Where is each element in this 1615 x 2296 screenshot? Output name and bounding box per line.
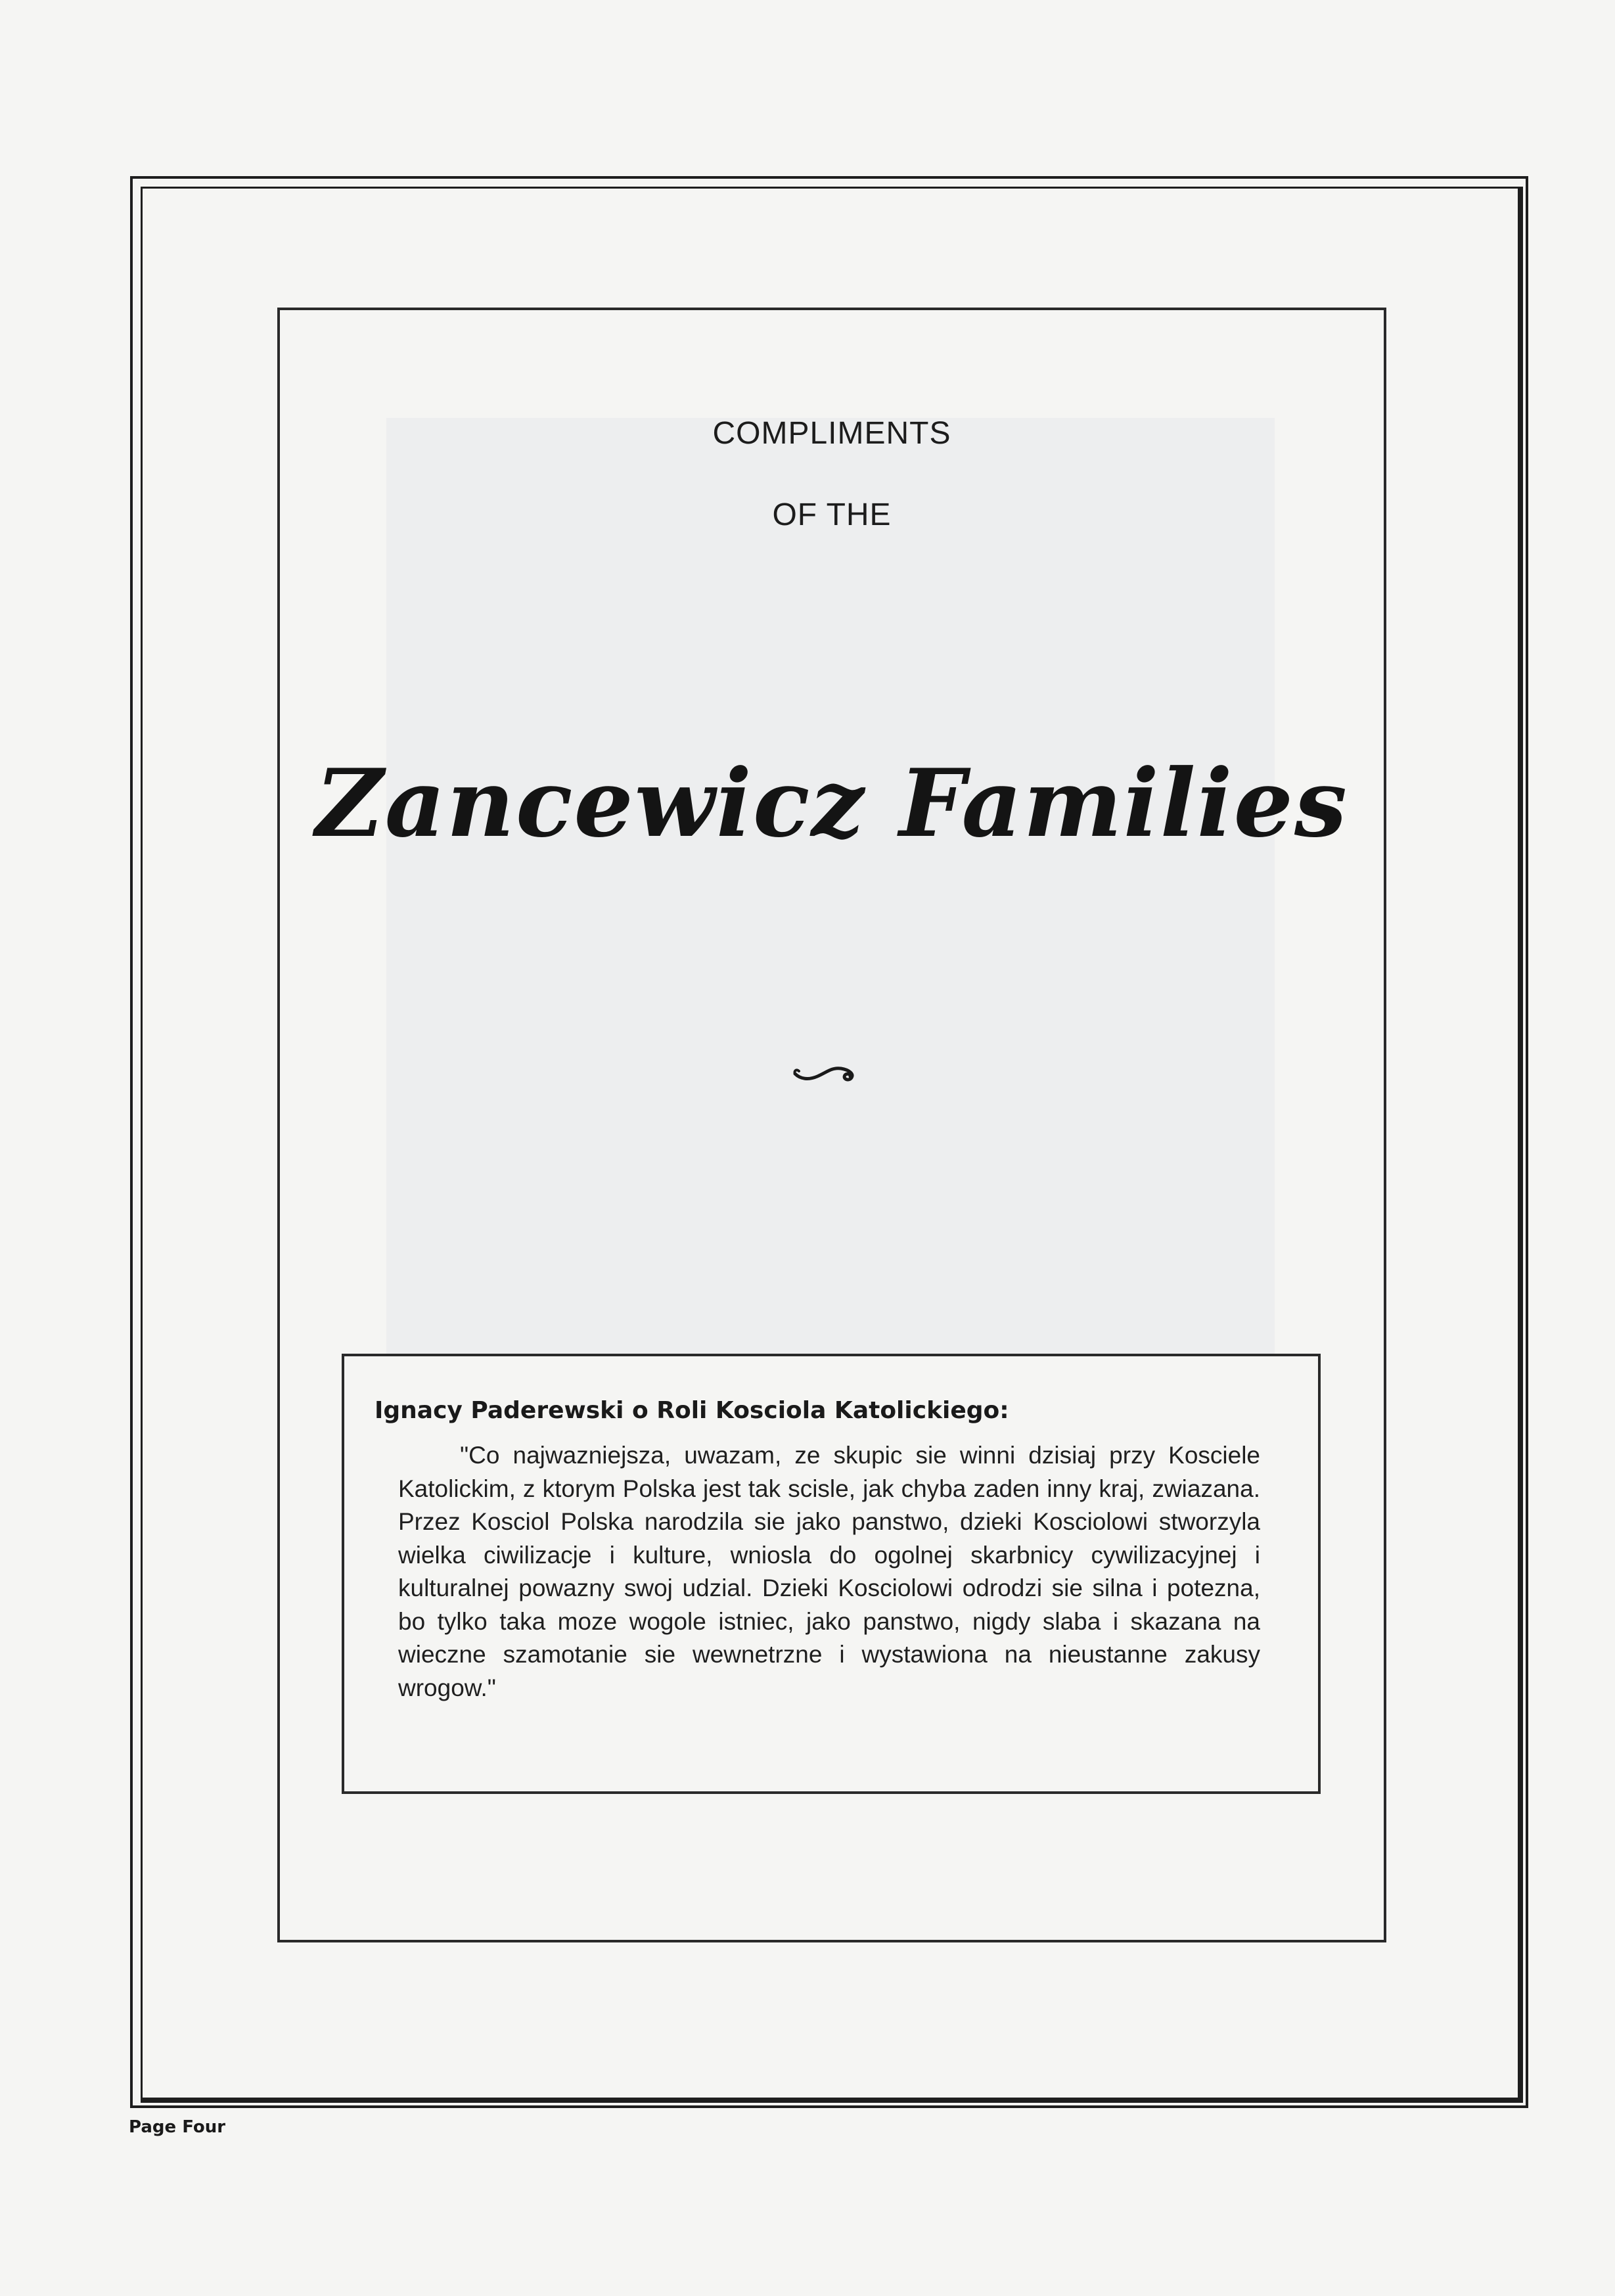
flourish-ornament-icon (791, 1057, 863, 1090)
quote-text: "Co najwazniejsza, uwazam, ze skupic sie winni dzisiaj przy Kosciele Katolickim, z ktorym Polska jest tak scisle, jak chyba zaden inny kraj, zwiazana. Przez Kosciol Polska narodzila sie jako panstwo, dzieki Kosciolowi stworzyla wielka ciwilizacje i kulture, wniosla do ogolnej skarbnicy cywilizacyjnej i kulturalnej powazny swoj udzial. Dzieki Kosciolowi odrodzi sie silna i potezna, bo tylko taka moze wogole istniec, jako panstwo, nigdy slaba i skazana na wieczne szamotanie sie wewnetrzne i wystawiona na nieustanne zakusy wrogow." (398, 1442, 1260, 1701)
of-the-heading: OF THE (772, 497, 892, 532)
family-name-title: Zancewicz Families (315, 749, 1348, 858)
compliments-heading: COMPLIMENTS (712, 416, 951, 451)
page-number-label: Page Four (129, 2117, 226, 2137)
quote-title: Ignacy Paderewski o Roli Kosciola Katolickiego: (375, 1397, 1009, 1424)
